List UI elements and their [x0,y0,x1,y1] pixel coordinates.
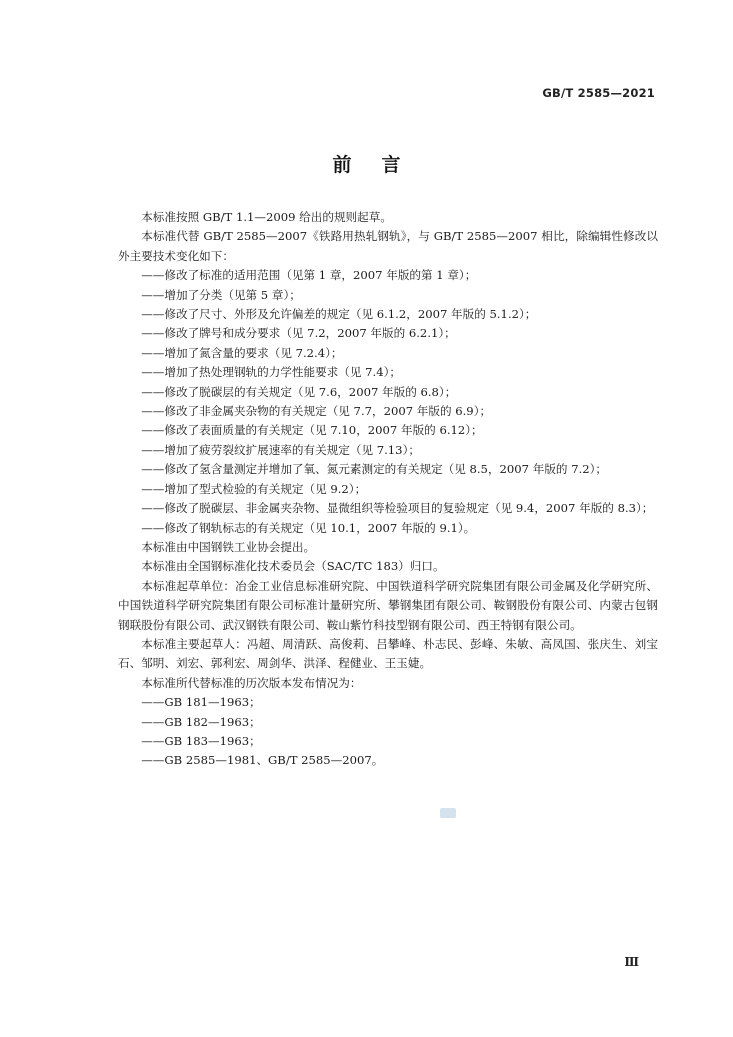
list-item: ——修改了脱碳层的有关规定（见 7.6，2007 年版的 6.8）； [141,384,457,399]
foreword-body [118,208,658,771]
paragraph-history-intro: 本标准所代替标准的历次版本发布情况为： [141,675,362,690]
list-item: ——增加了氮含量的要求（见 7.2.4）； [141,345,343,360]
paragraph-drafting-units: 本标准起草单位：冶金工业信息标准研究院、中国铁道科学研究院集团有限公司金属及化学研究所、中国铁道科学研究院集团有限公司标准计量研究所、攀钢集团有限公司、鞍钢股份有限公司、内蒙古包钢钢联股份有限公司、武汉钢铁有限公司、鞍山紫竹科技型钢有限公司、西王特钢有限公司。 [118,578,658,632]
history-list [118,693,658,771]
paragraph-drafting-rules: 本标准按照 GB/T 1.1—2009 给出的规则起草。 [141,210,392,224]
paragraph-committee: 本标准由全国钢标准化技术委员会（SAC/TC 183）归口。 [141,559,445,574]
page-title: 前言 [332,154,431,176]
list-item: ——修改了钢轨标志的有关规定（见 10.1，2007 年版的 9.1）。 [141,520,476,535]
paragraph-drafters: 本标准主要起草人：冯超、周清跃、高俊莉、吕攀峰、朴志民、彭峰、朱敏、高凤国、张庆生、刘宝石、邹明、刘宏、郭利宏、周剑华、洪泽、程健业、王玉婕。 [118,636,658,671]
watermark-logo-icon [440,808,456,818]
list-item: ——增加了型式检验的有关规定（见 9.2）； [141,481,367,496]
list-item: ——增加了热处理钢轨的力学性能要求（见 7.4）； [141,365,401,380]
list-item: ——增加了疲劳裂纹扩展速率的有关规定（见 7.13）； [141,442,420,457]
list-item: ——GB 2585—1981、GB/T 2585—2007。 [141,753,384,768]
list-item: ——GB 182—1963； [141,714,261,729]
list-item: ——GB 181—1963； [141,695,261,710]
standard-number: GB/T 2585—2021 [542,86,655,100]
list-item: ——修改了尺寸、外形及允许偏差的规定（见 6.1.2，2007 年版的 5.1.2）； [141,307,537,322]
changes-list [118,266,658,538]
list-item: ——修改了标准的适用范围（见第 1 章，2007 年版的第 1 章）； [141,268,477,283]
list-item: ——修改了非金属夹杂物的有关规定（见 7.7，2007 年版的 6.9）； [141,404,492,419]
list-item: ——修改了氢含量测定并增加了氧、氮元素测定的有关规定（见 8.5，2007 年版的 7.2）； [141,462,608,477]
list-item: ——GB 183—1963； [141,733,261,748]
paragraph-replacement: 本标准代替 GB/T 2585—2007《铁路用热轧钢轨》，与 GB/T 2585—2007 相比，除编辑性修改以外主要技术变化如下： [118,229,658,263]
list-item: ——增加了分类（见第 5 章）； [141,287,301,302]
list-item: ——修改了表面质量的有关规定（见 7.10，2007 年版的 6.12）； [141,423,483,438]
list-item: ——修改了脱碳层、非金属夹杂物、显微组织等检验项目的复验规定（见 9.4，2007 年版的 8.3）； [141,501,654,516]
list-item: ——修改了牌号和成分要求（见 7.2，2007 年版的 6.2.1）； [141,326,456,341]
page-number: Ⅲ [624,955,639,969]
paragraph-proposer: 本标准由中国钢铁工业协会提出。 [141,539,316,554]
